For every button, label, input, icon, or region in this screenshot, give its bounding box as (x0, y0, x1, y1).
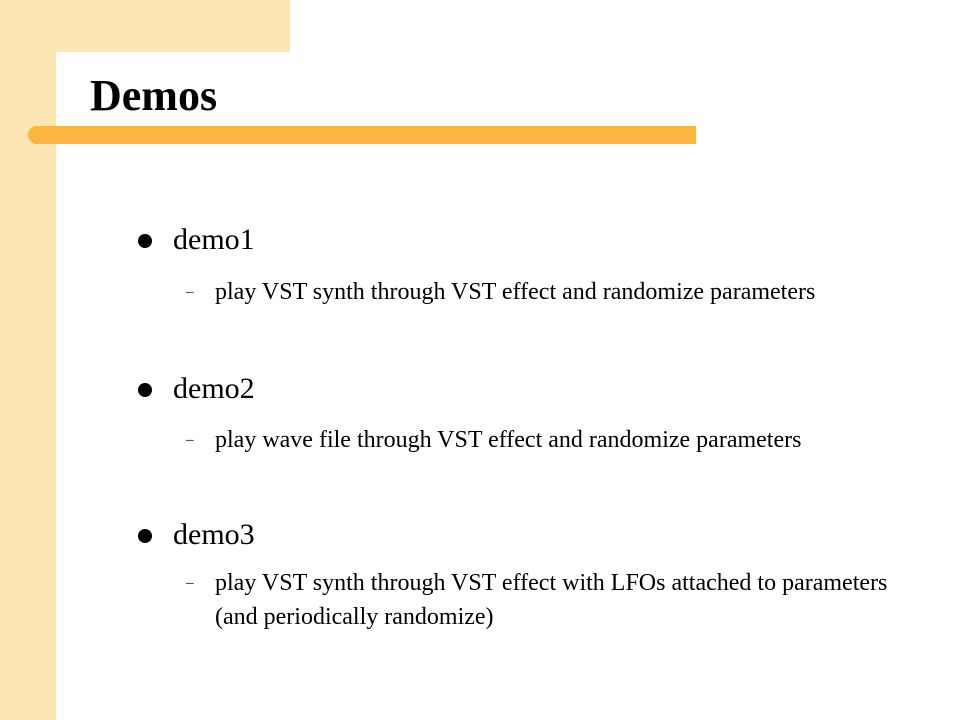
sub-item-text: play VST synth through VST effect and randomize parameters (215, 279, 816, 305)
bullet-label: demo2 (173, 372, 255, 405)
sub-bullet-dash: – (186, 575, 194, 591)
sub-item-text: play wave file through VST effect and randomize parameters (215, 427, 802, 453)
sub-bullet-dash: – (186, 284, 194, 300)
bullet-dot (138, 529, 152, 543)
bullet-dot (138, 234, 152, 248)
bullet-dot (138, 383, 152, 397)
bullet-label: demo1 (173, 223, 255, 256)
bullet-label: demo3 (173, 518, 255, 551)
sub-bullet-dash: – (186, 432, 194, 448)
sub-item-text: play VST synth through VST effect with LFOs attached to parameters (and periodically randomize) (215, 570, 888, 630)
slide-title: Demos (90, 71, 218, 120)
